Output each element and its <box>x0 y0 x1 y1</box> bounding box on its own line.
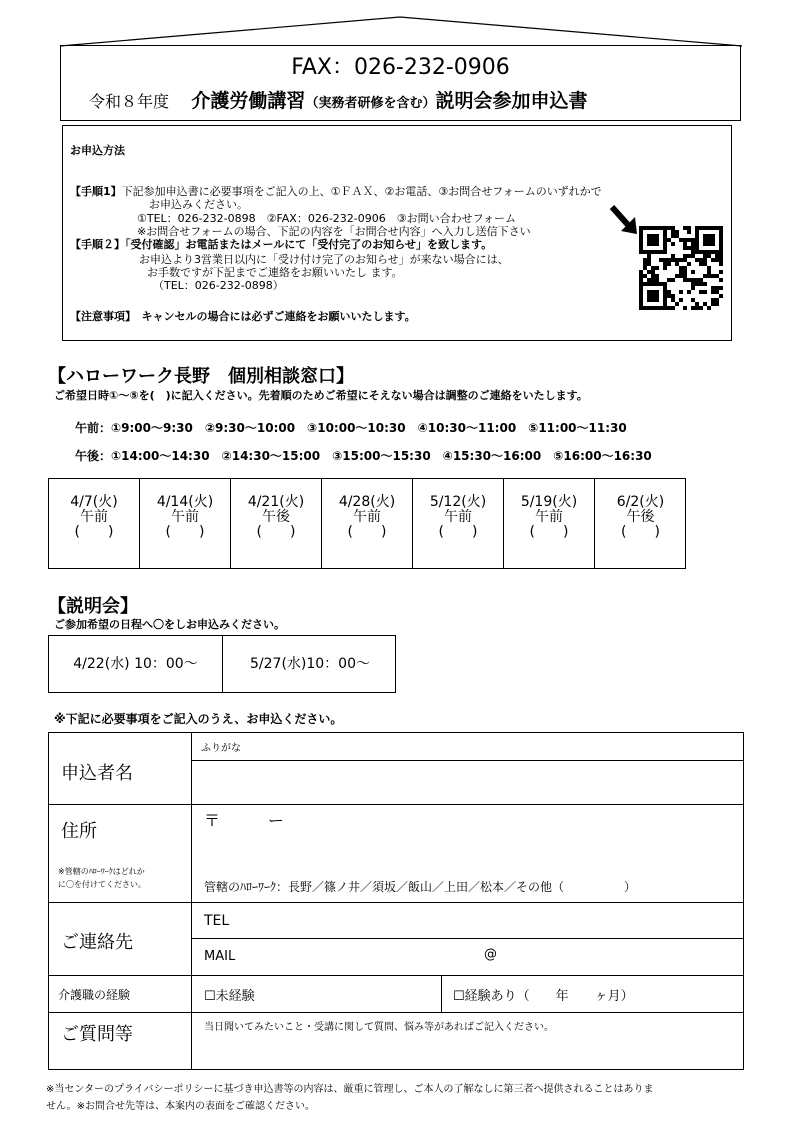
date-slot: 午前 <box>444 509 472 525</box>
experience-label: 介護職の経験 <box>58 988 131 1002</box>
date-date: 4/7(火) <box>70 494 118 510</box>
step2-line: お申込より3営業日以内に「受け付け完了のお知らせ」が来ない場合には、 <box>139 253 509 266</box>
date-blank: ( ) <box>438 524 478 540</box>
address-note: に〇を付けてください。 <box>58 880 146 889</box>
at-sign: @ <box>484 947 497 962</box>
date-date: 5/19(火) <box>520 494 578 510</box>
name-label: 申込者名 <box>61 763 133 784</box>
mail-input[interactable]: MAIL <box>204 949 236 964</box>
date-slot: 午後 <box>626 509 655 525</box>
furigana-input[interactable] <box>193 733 741 759</box>
step1-contacts: ①TEL：026-232-0898 ②FAX：026-232-0906 ③お問い合わせフォーム <box>137 212 517 225</box>
address-label: 住所 <box>61 821 97 842</box>
year: 令和８年度 <box>89 92 170 111</box>
questions-label: ご質問等 <box>61 1024 133 1045</box>
date-slot[interactable] <box>595 479 686 568</box>
session-date[interactable]: 5/27(水)10：00～ <box>250 656 370 672</box>
qr-code-icon[interactable] <box>639 226 723 310</box>
date-slot[interactable] <box>322 479 413 568</box>
pm-times: 午後：①14:00～14:30 ②14:30～15:00 ③15:00～15:30 ④15:30～16:00 ⑤16:00～16:30 <box>75 449 652 463</box>
session-table <box>48 635 396 693</box>
form-note: ※下記に必要事項をご記入のうえ、お申込ください。 <box>54 712 343 726</box>
date-date: 4/28(火) <box>338 494 396 510</box>
application-table <box>48 732 744 1070</box>
date-slot[interactable] <box>49 479 140 568</box>
arrow-icon <box>609 204 639 236</box>
date-blank: ( ) <box>256 524 296 540</box>
step1-line: お申込みください。 <box>149 198 248 211</box>
step1-label: 【手順1】 <box>70 185 122 198</box>
am-times: 午前：①9:00～9:30 ②9:30～10:00 ③10:00～10:30 ④10:30～11:00 ⑤11:00～11:30 <box>75 421 627 435</box>
no-experience-checkbox[interactable]: ☐未経験 <box>204 989 255 1004</box>
date-slot: 午前 <box>535 509 563 525</box>
session-heading: 【説明会】 <box>48 596 138 617</box>
title-end: 説明会参加申込書 <box>435 90 588 112</box>
date-blank: ( ) <box>621 524 660 540</box>
session-note: ご参加希望の日程へ〇をしお申込みください。 <box>54 618 285 631</box>
step1-line: 下記参加申込書に必要事項をご記入の上、①ＦＡＸ、②お電話、③お問合せフォームのいずれかで <box>121 185 602 198</box>
tel-input[interactable]: TEL <box>204 913 230 929</box>
date-slot: 午前 <box>353 509 381 525</box>
step2-tel: （TEL：026-232-0898） <box>153 279 284 292</box>
privacy-note: せん。※お問合せ先等は、本案内の表面をご確認ください。 <box>46 1101 315 1112</box>
howto-box <box>62 125 732 341</box>
hellowork-select[interactable]: 管轄のﾊﾛｰﾜｰｸ：長野／篠ノ井／須坂／飯山／上田／松本／その他（ ） <box>204 880 637 894</box>
date-slot[interactable] <box>504 479 595 568</box>
name-input[interactable] <box>193 762 741 802</box>
date-slot: 午後 <box>262 509 290 525</box>
date-blank: ( ) <box>74 524 114 540</box>
postal-code-input[interactable]: 〒 ー <box>204 811 285 830</box>
session-date[interactable]: 4/22(水) 10：00～ <box>49 636 223 692</box>
step2 <box>70 236 492 252</box>
title-main: 介護労働講習 <box>191 90 306 112</box>
consult-heading: 【ハローワーク長野 個別相談窓口】 <box>48 366 354 387</box>
date-slot: 午前 <box>171 509 199 525</box>
contact-label: ご連絡先 <box>61 932 133 953</box>
title-sub: （実務者研修を含む） <box>305 96 436 111</box>
fax-number: FAX：026-232-0906 <box>291 55 510 80</box>
step2-line: 「受付確認」お電話またはメールにて「受付完了のお知らせ」を致します。 <box>125 238 493 251</box>
date-slot: 午前 <box>80 509 108 525</box>
consult-note: ご希望日時①～⑤を( )に記入ください。先着順のためご希望にそえない場合は調整のご連絡をいたします。 <box>54 389 588 402</box>
roof-line <box>58 14 744 48</box>
date-date: 4/14(火) <box>156 494 214 510</box>
date-date: 4/21(火) <box>247 494 305 510</box>
date-slot[interactable] <box>413 479 504 568</box>
step2-label: 【手順２】 <box>70 238 125 251</box>
header-box <box>60 45 741 121</box>
has-experience-checkbox[interactable]: ☐経験あり（ 年 ヶ月） <box>453 989 634 1004</box>
date-slot[interactable] <box>231 479 322 568</box>
address-note: ※管轄のﾊﾛｰﾜｰｸはどれか <box>58 867 145 876</box>
form-title <box>89 86 587 113</box>
date-blank: ( ) <box>347 524 387 540</box>
step1-note: ※お問合せフォームの場合、下記の内容を「お問合せ内容」へ入力し送信下さい <box>137 225 531 238</box>
questions-input[interactable]: 当日聞いてみたいこと・受講に関して質問、悩み等があればご記入ください。 <box>204 1022 554 1033</box>
privacy-note: ※当センターのプライバシーポリシーに基づき申込書等の内容は、厳重に管理し、ご本人の了解なしに第三者へ提供されることはありま <box>46 1084 654 1095</box>
date-slot[interactable] <box>140 479 231 568</box>
step2-line: お手数ですが下記までご連絡をお願いいたし ます。 <box>147 266 403 279</box>
date-table <box>48 478 686 569</box>
howto-heading: お申込方法 <box>70 144 125 157</box>
date-blank: ( ) <box>165 524 205 540</box>
date-date: 5/12(火) <box>429 494 487 510</box>
caution: 【注意事項】 キャンセルの場合には必ずご連絡をお願いいたします。 <box>70 310 416 323</box>
date-date: 6/2(火) <box>616 494 665 510</box>
furigana-label: ふりがな <box>201 743 241 754</box>
date-blank: ( ) <box>529 524 569 540</box>
